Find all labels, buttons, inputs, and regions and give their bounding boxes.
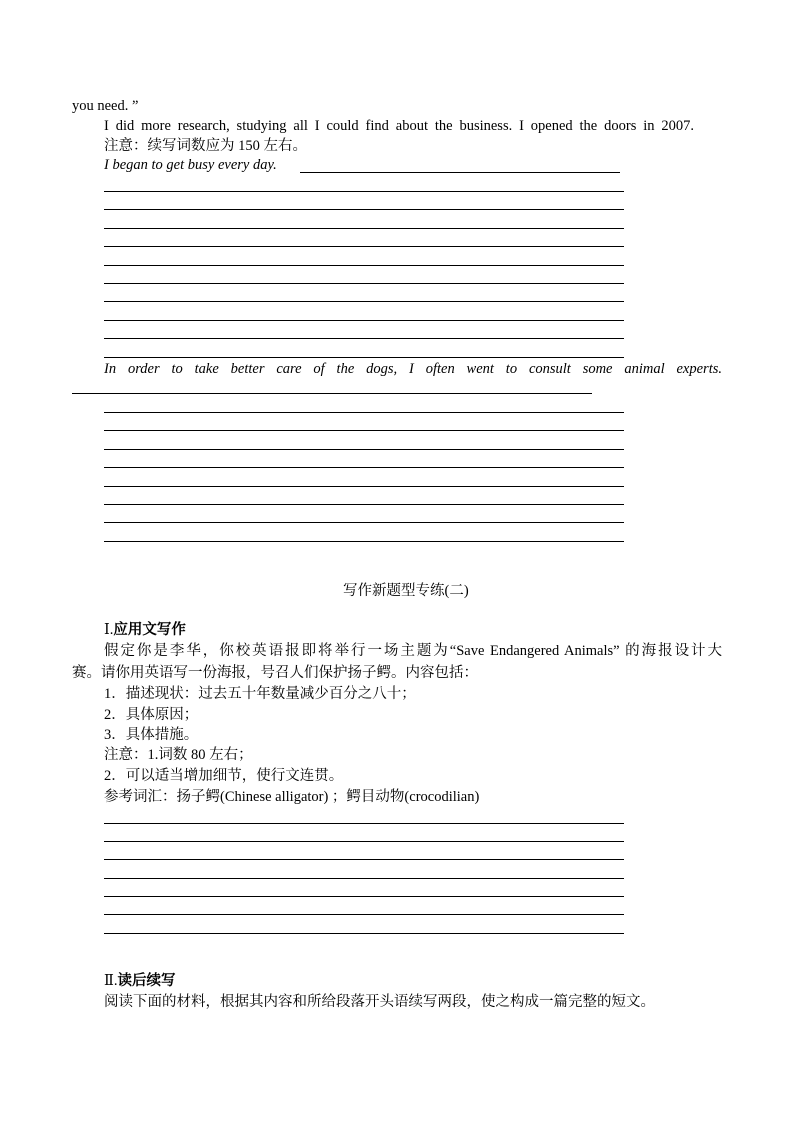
note-details: 2．可以适当增加细节，使行文连贯。 [104, 768, 344, 784]
word-count-note: 注意：续写词数应为 150 左右。 [104, 138, 307, 154]
section-2-heading [104, 972, 175, 990]
section-title: 写作新题型专练(二) [343, 583, 469, 599]
section-2-instructions: 阅读下面的材料，根据其内容和所给段落开头语续写两段，使之构成一篇完整的短文。 [104, 994, 655, 1010]
answer-line[interactable] [104, 228, 624, 229]
answer-line[interactable] [104, 191, 624, 192]
answer-line[interactable] [104, 522, 624, 523]
content-item-1: 1．描述现状：过去五十年数量减少百分之八十； [104, 686, 416, 702]
answer-line[interactable] [104, 449, 624, 450]
content-item-2: 2．具体原因； [104, 707, 199, 723]
answer-line[interactable] [104, 283, 624, 284]
answer-line[interactable] [104, 933, 624, 934]
continued-text: you need. ” [72, 98, 139, 114]
answer-line[interactable] [104, 841, 624, 842]
answer-line[interactable] [72, 393, 592, 394]
section-1-heading [104, 621, 186, 639]
answer-line[interactable] [104, 914, 624, 915]
answer-line[interactable] [300, 172, 620, 173]
answer-line[interactable] [104, 265, 624, 266]
paragraph-2-starter: In order to take better care of the dogs, I often went to consult some animal experts. [104, 361, 722, 377]
answer-line[interactable] [104, 504, 624, 505]
answer-line[interactable] [104, 823, 624, 824]
section-1-title: 应用文写作 [113, 622, 186, 638]
answer-line[interactable] [104, 412, 624, 413]
answer-line[interactable] [104, 486, 624, 487]
answer-line[interactable] [104, 878, 624, 879]
answer-line[interactable] [104, 246, 624, 247]
prompt-line-1: 假定你是李华，你校英语报即将举行一场主题为“Save Endangered Animals” 的海报设计大 [104, 643, 722, 659]
section-1-number: Ⅰ. [104, 622, 114, 638]
answer-line[interactable] [104, 320, 624, 321]
paragraph-1-starter: I began to get busy every day. [104, 157, 277, 173]
content-item-3: 3．具体措施。 [104, 727, 199, 743]
answer-line[interactable] [104, 896, 624, 897]
answer-line[interactable] [104, 430, 624, 431]
reference-vocabulary: 参考词汇：扬子鳄(Chinese alligator) ；鳄目动物(crocodilian) [104, 789, 480, 805]
section-2-title: 读后续写 [117, 973, 176, 989]
note-word-count: 注意：1.词数 80 左右； [104, 747, 253, 763]
story-paragraph: I did more research, studying all I could find about the business. I opened the doors in 2007. [104, 118, 694, 134]
answer-line[interactable] [104, 338, 624, 339]
answer-line[interactable] [104, 209, 624, 210]
answer-line[interactable] [104, 467, 624, 468]
answer-line[interactable] [104, 357, 624, 358]
answer-line[interactable] [104, 301, 624, 302]
prompt-line-2: 赛。请你用英语写一份海报，号召人们保护扬子鳄。内容包括： [72, 665, 478, 681]
answer-line[interactable] [104, 859, 624, 860]
answer-line[interactable] [104, 541, 624, 542]
section-2-number: Ⅱ. [104, 973, 118, 989]
